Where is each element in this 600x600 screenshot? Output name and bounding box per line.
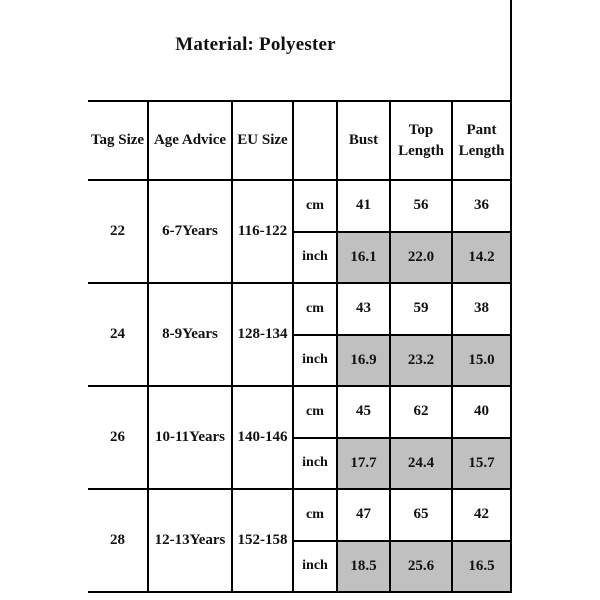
header-tag-size: Tag Size <box>88 101 148 180</box>
unit-cm-label: cm <box>293 386 337 438</box>
unit-inch-label: inch <box>293 438 337 490</box>
header-unit <box>293 101 337 180</box>
age-advice-cell: 6-7Years <box>148 180 232 283</box>
table-row <box>88 489 511 541</box>
bust-inch-value: 16.1 <box>337 232 390 284</box>
bust-inch-value: 17.7 <box>337 438 390 490</box>
eu-size-cell: 128-134 <box>232 283 293 386</box>
pant-length-cm-value: 38 <box>452 283 511 335</box>
header-top-length: Top Length <box>390 101 452 180</box>
age-advice-cell: 12-13Years <box>148 489 232 592</box>
pant-length-cm-value: 42 <box>452 489 511 541</box>
bust-cm-value: 47 <box>337 489 390 541</box>
table-row <box>88 386 511 438</box>
tag-size-cell: 24 <box>88 283 148 386</box>
top-length-inch-value: 24.4 <box>390 438 452 490</box>
tag-size-cell: 26 <box>88 386 148 489</box>
unit-inch-label: inch <box>293 541 337 593</box>
tag-size-cell: 28 <box>88 489 148 592</box>
top-length-inch-value: 25.6 <box>390 541 452 593</box>
pant-length-inch-value: 15.0 <box>452 335 511 387</box>
bust-inch-value: 18.5 <box>337 541 390 593</box>
eu-size-cell: 140-146 <box>232 386 293 489</box>
eu-size-cell: 152-158 <box>232 489 293 592</box>
top-length-cm-value: 62 <box>390 386 452 438</box>
top-length-inch-value: 22.0 <box>390 232 452 284</box>
unit-cm-label: cm <box>293 180 337 232</box>
table-row <box>88 283 511 335</box>
unit-cm-label: cm <box>293 283 337 335</box>
unit-cm-label: cm <box>293 489 337 541</box>
unit-inch-label: inch <box>293 335 337 387</box>
table-row <box>88 180 511 232</box>
unit-inch-label: inch <box>293 232 337 284</box>
header-row <box>88 101 511 180</box>
header-age-advice: Age Advice <box>148 101 232 180</box>
top-length-cm-value: 56 <box>390 180 452 232</box>
pant-length-cm-value: 40 <box>452 386 511 438</box>
bust-inch-value: 16.9 <box>337 335 390 387</box>
top-length-cm-value: 65 <box>390 489 452 541</box>
header-bust: Bust <box>337 101 390 180</box>
size-chart-table <box>88 100 512 593</box>
pant-length-inch-value: 15.7 <box>452 438 511 490</box>
top-length-inch-value: 23.2 <box>390 335 452 387</box>
pant-length-inch-value: 14.2 <box>452 232 511 284</box>
tag-size-cell: 22 <box>88 180 148 283</box>
eu-size-cell: 116-122 <box>232 180 293 283</box>
header-pant-length: Pant Length <box>452 101 511 180</box>
bust-cm-value: 41 <box>337 180 390 232</box>
material-title: Material: Polyester <box>175 34 336 55</box>
pant-length-cm-value: 36 <box>452 180 511 232</box>
age-advice-cell: 8-9Years <box>148 283 232 386</box>
age-advice-cell: 10-11Years <box>148 386 232 489</box>
top-length-cm-value: 59 <box>390 283 452 335</box>
header-eu-size: EU Size <box>232 101 293 180</box>
pant-length-inch-value: 16.5 <box>452 541 511 593</box>
bust-cm-value: 45 <box>337 386 390 438</box>
bust-cm-value: 43 <box>337 283 390 335</box>
